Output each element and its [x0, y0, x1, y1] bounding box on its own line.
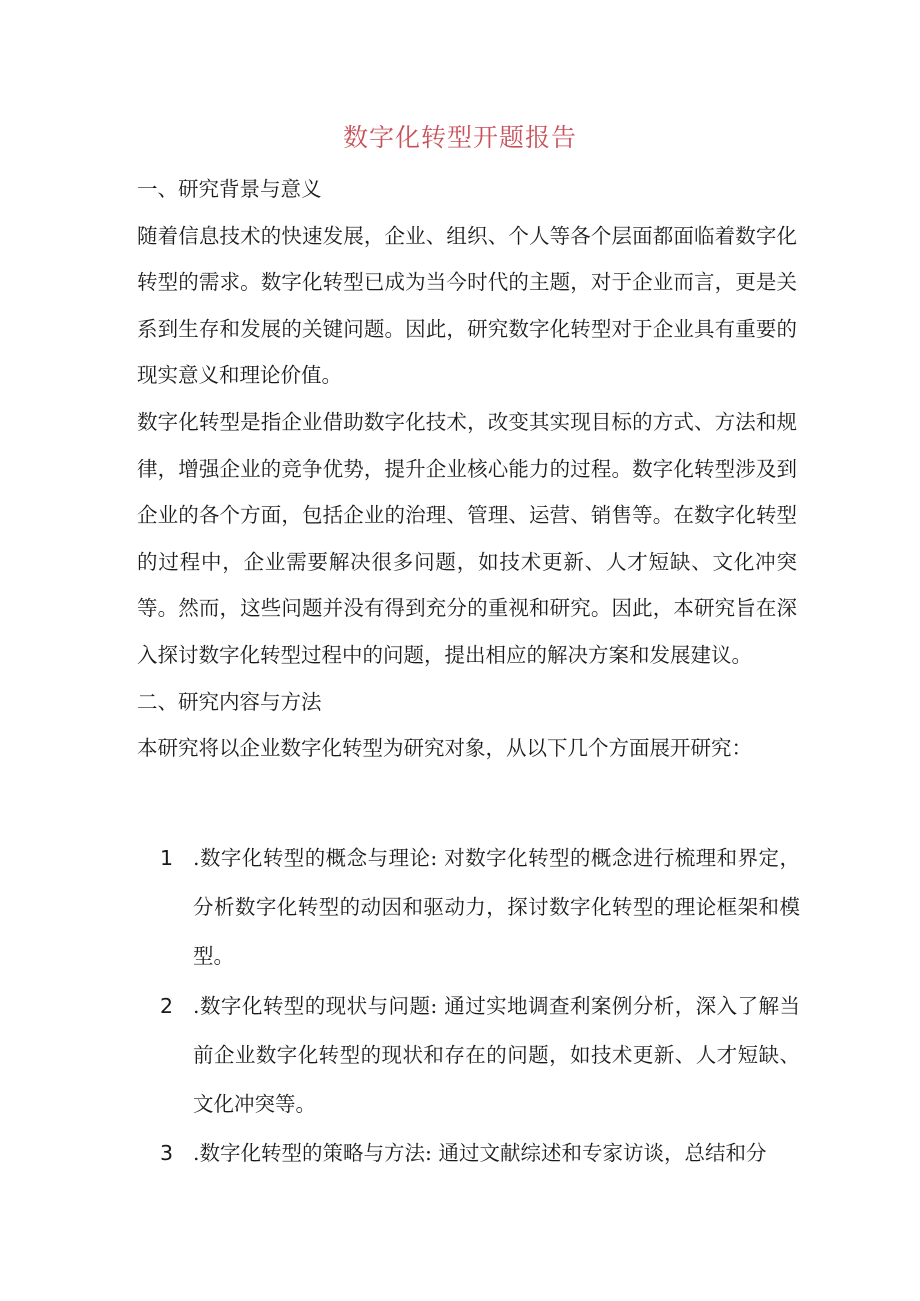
list-item	[160, 834, 800, 981]
list-item-text: .数字化转型的现状与问题: 通过实地调查利案例分析，深入了解当前企业数字化转型的现状和存在的问题，如技术更新、人才短缺、文化冲突等。	[193, 993, 800, 1116]
section-heading-background: 一、研究背景与意义	[137, 177, 322, 201]
section-heading-content: 二、研究内容与方法	[137, 689, 322, 714]
list-item-text: .数字化转型的概念与理论: 对数字化转型的概念进行梳理和界定，分析数字化转型的动因和驱动力，探讨数字化转型的理论框架和模型。	[193, 846, 800, 968]
document-body	[137, 166, 797, 772]
list-item	[160, 1129, 800, 1178]
list-item-text: .数字化转型的策略与方法: 通过文献综述和专家访谈，总结和分	[193, 1141, 767, 1165]
paragraph-intro: 本研究将以企业数字化转型为研究对象，从以下几个方面展开研究：	[137, 736, 752, 761]
research-content-list	[160, 834, 800, 1179]
paragraph-background: 随着信息技术的快速发展，企业、组织、个人等各个层面都面临着数字化转型的需求。数字化转型已成为当今时代的主题，对于企业而言，更是关系到生存和发展的关键问题。因此，研究数字化转型对于企业具有重要的现实意义和理论价值。	[137, 223, 797, 388]
list-item-number: 3	[160, 1141, 174, 1165]
list-item-number: 1	[160, 846, 174, 870]
list-item	[160, 982, 800, 1129]
paragraph-definition: 数字化转型是指企业借助数字化技术，改变其实现目标的方式、方法和规律，增强企业的竞争优势，提升企业核心能力的过程。数字化转型涉及到企业的各个方面，包括企业的治理、管理、运营、销售等。在数字化转型的过程中，企业需要解决很多问题，如技术更新、人才短缺、文化冲突等。然而，这些问题并没有得到充分的重视和研究。因此，本研究旨在深入探讨数字化转型过程中的问题，提出相应的解决方案和发展建议。	[137, 409, 797, 667]
list-item-number: 2	[160, 993, 174, 1018]
document-title: 数字化转型开题报告	[342, 123, 577, 152]
